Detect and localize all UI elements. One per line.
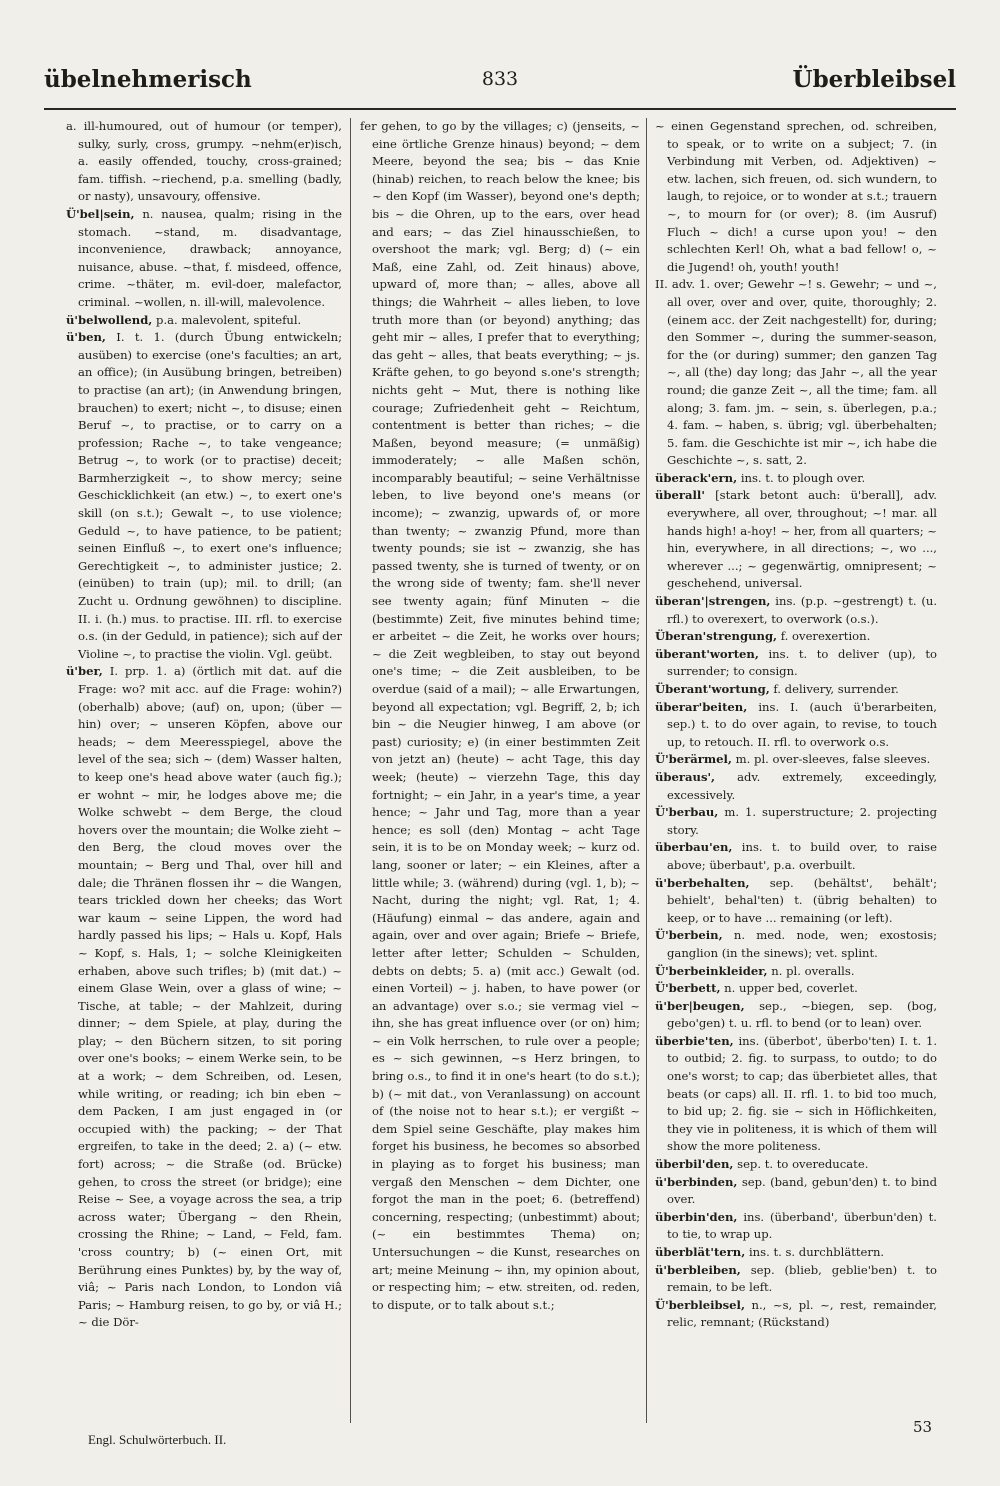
entry-definition: f. delivery, surrender. (773, 682, 899, 696)
entry-definition: I. prp. 1. a) (örtlich mit dat. auf die Frage: wo? mit acc. auf die Frage: wohin?) (oberhalb) above; (auf) on, upon; (über — hin) over; ~ unseren Köpfen, above our heads; ~ dem Meeresspiegel, above the level of the sea; sich ~ (dem) Wasser halten, to keep one's head above water (auch fig.); er wohnt ~ mir, he lodges above me; die Wolke schwebt ~ dem Berge, the cloud hovers over the mountain; die Wolke zieht ~ den Berg, the cloud moves over the mountain; ~ Berg und Thal, over hill and dale; die Thränen flossen ihr ~ die Wangen, tears trickled down her cheeks; das Wort war kaum ~ seine Lippen, the word had hardly passed his lips; ~ Hals u. Kopf, Hals ~ Kopf, s. Hals, 1; ~ solche Kleinigkeiten erhaben, above such trifles; b) (mit dat.) ~ einem Glase Wein, over a glass of wine; ~ Tische, at table; ~ der Mahlzeit, during dinner; ~ dem Spiele, at play, during the play; ~ den Büchern sitzen, to sit poring over one's books; ~ einem Werke sein, to be at a work; ~ dem Schreiben, od. Lesen, while writing, or reading; ich bin eben ~ dem Packen, I am just engaged in (or occupied with) the packing; ~ der That ergreifen, to take in the deed; 2. a) (~ etw. fort) across; ~ die Straße (od. Brücke) gehen, to cross the street (or bridge); eine Reise ~ See, a voyage across the sea, a trip across water; Übergang ~ den Rhein, crossing the Rhine; ~ Land, ~ Feld, fam. 'cross country; b) (~ einen Ort, mit Berührung eines Punktes) by, by the way of, viâ; ~ Paris nach London, to London viâ Paris; ~ Hamburg reisen, to go by, or viâ H.; ~ die Dör- (78, 664, 342, 1330)
dictionary-entry (655, 1297, 937, 1332)
entry-headword: ü'ber|beugen, (655, 998, 745, 1013)
entry-definition: m. pl. over-sleeves, false sleeves. (735, 752, 931, 767)
entry-definition: a. ill-humoured, out of humour (or temper), sulky, surly, cross, grumpy. ~nehm(er)isch, a. easily offended, touchy, cross-grained; fam. tiffish. ~riechend, p.a. smelling (badly, or nasty), unsavoury, offensive. (66, 119, 342, 204)
dictionary-entry (655, 963, 937, 981)
entry-headword: überaus', (655, 769, 716, 784)
entry-headword: ü'belwollend, (66, 312, 153, 327)
entry-headword: ü'berbinden, (655, 1174, 738, 1189)
entry-definition: n. nausea, qualm; rising in the stomach. ~stand, m. disadvantage, inconvenience, drawback; annoyance, nuisance, abuse. ~that, f. misdeed, offence, crime. ~thäter, m. evil-doer, malefactor, criminal. ~wollen, n. ill-will, malevolence. (78, 206, 342, 309)
sheet-number: 53 (913, 1418, 933, 1436)
entry-headword: ü'ben, (66, 330, 106, 345)
page-number: 833 (481, 68, 519, 90)
publisher-footer: Engl. Schulwörterbuch. II. (88, 1432, 227, 1447)
dictionary-entry (66, 118, 342, 206)
entry-headword: Ü'berbeinkleider, (655, 963, 768, 978)
dictionary-entry (655, 470, 937, 488)
entry-headword: überall' (655, 488, 705, 503)
entry-headword: Überan'strengung, (655, 629, 778, 644)
column-left (66, 118, 342, 1423)
entry-definition: n., ~s, pl. ~, rest, remainder, relic, remnant; (Rückstand) (667, 1297, 937, 1330)
dictionary-entry (66, 206, 342, 312)
dictionary-entry (655, 628, 937, 646)
header-rule (44, 108, 956, 110)
dictionary-entry (655, 875, 937, 928)
entry-headword: überbin'den, (655, 1209, 738, 1224)
entry-definition: f. overexertion. (780, 629, 871, 644)
dictionary-entry (655, 593, 937, 628)
entry-definition: n. upper bed, coverlet. (724, 981, 858, 996)
entry-definition: n. pl. overalls. (771, 963, 855, 978)
entry-headword: überant'worten, (655, 646, 759, 661)
dictionary-entry (655, 681, 937, 699)
entry-definition: sep., ~biegen, sep. (bog, gebo'gen) t. u. rfl. to bend (or to lean) over. (667, 998, 937, 1031)
dictionary-entry (655, 1174, 937, 1209)
entry-definition: fer gehen, to go by the villages; c) (jenseits, ~ eine örtliche Grenze hinaus) beyond; ~ dem Meere, beyond the sea; bis ~ das Knie (hinab) reichen, to reach below the knee; bis ~ den Kopf (im Wasser), beyond one's depth; bis ~ die Ohren, up to the ears, over head and ears; ~ das Ziel hinausschießen, to overshoot the mark; vgl. Berg; d) (~ ein Maß, eine Zahl, od. Zeit hinaus) above, upward of, more than; ~ alles, above all things; die Wahrheit ~ alles lieben, to love truth more than (or beyond) anything; das geht mir ~ alles, I prefer that to everything; das geht ~ alles, that beats everything; ~ js. Kräfte gehen, to go beyond s.one's strength; nichts geht ~ Mut, there is nothing like courage; Zufriedenheit geht ~ Reichtum, contentment is better than riches; ~ die Maßen, beyond measure; (= unmäßig) immoderately; ~ alle Maßen schön, incomparably beautiful; ~ seine Verhältnisse leben, to live beyond one's means (or income); ~ zwanzig, upwards of, or more than twenty; ~ zwanzig Pfund, more than twenty pounds; sie ist ~ zwanzig, she has passed twenty, she is turned of twenty, or on the wrong side of twenty; fam. she'll never see twenty again; fünf Minuten ~ die (bestimmte) Zeit, five minutes behind time; er arbeitet ~ die Zeit, he works over hours; ~ die Zeit wegbleiben, to stay out beyond one's time; ~ die Zeit ausbleiben, to be overdue (said of a mail); ~ alle Erwartungen, beyond all expectation; vgl. Begriff, 2, b; ich bin ~ die Neugier hinweg, I am above (or past) curiosity; e) (in einer bestimmten Zeit von jetzt an) (heute) ~ acht Tage, this day week; (heute) ~ vierzehn Tage, this day fortnight; ~ ein Jahr, in a year's time, a year hence; ~ Jahr und Tag, more than a year hence; es soll (den) Montag ~ acht Tage sein, it is to be on Monday week; ~ kurz od. lang, sooner or later; ~ ein Kleines, after a little while; 3. (während) during (vgl. 1, b); ~ Nacht, during the night; vgl. Rat, 1; 4. (Häufung) einmal ~ das andere, again and again, over and over again; Briefe ~ Briefe, letter after letter; Schulden ~ Schulden, debts on debts; 5. a) (mit acc.) Gewalt (od. einen Vorteil) ~ j. haben, to have power (or an advantage) over s.o.; sie vermag viel ~ ihn, she has great influence over (or on) him; ~ ein Volk herrschen, to rule over a people; es ~ sich gewinnen, ~s Herz bringen, to bring o.s., to find it in one's heart (to do s.t.); b) (~ mit dat., von Veranlassung) on account of (the noise not to hear s.t.); er vergißt ~ dem Spiel seine Geschäfte, play makes him forget his business, he becomes so absorbed in playing as to forget his business; man vergaß den Menschen ~ dem Dichter, one forgot the man in the poet; 6. (betreffend) concerning, respecting; (unbestimmt) about; (~ ein bestimmtes Thema) on; Untersuchungen ~ die Kunst, researches on art; meine Meinung ~ ihn, my opinion about, or respecting him; ~ etw. streiten, od. reden, to dispute, or to talk about s.t.; (360, 119, 640, 1312)
dictionary-entry (655, 699, 937, 752)
entry-headword: überan'|strengen, (655, 594, 771, 609)
entry-headword: überbau'en, (655, 840, 733, 855)
dictionary-entry (655, 118, 937, 276)
dictionary-entry (655, 646, 937, 681)
entry-headword: ü'berbleiben, (655, 1262, 741, 1277)
column-right (655, 118, 937, 1423)
entry-headword: ü'berbehalten, (655, 875, 750, 890)
entry-definition: ins. (p.p. ~gestrengt) t. (u. rfl.) to overexert, to overwork (o.s.). (667, 594, 937, 626)
dictionary-entry (655, 1156, 937, 1174)
entry-definition: sep. (blieb, geblie'ben) t. to remain, to be left. (667, 1262, 937, 1295)
entry-headword: Ü'berärmel, (655, 752, 732, 767)
entry-definition: ins. t. to build over, to raise above; überbaut', p.a. overbuilt. (667, 840, 937, 872)
column-divider (646, 118, 647, 1423)
entry-headword: Ü'berbau, (655, 805, 719, 820)
entry-definition: ~ einen Gegenstand sprechen, od. schreiben, to speak, or to write on a subject; 7. (in Verbindung mit Verben, od. Adjektiven) ~ etw. lachen, sich freuen, od. sich wundern, to laugh, to rejoice, or to wonder at s.t.; trauern ~, to mourn for (or over); 8. (im Ausruf) Fluch ~ dich! a curse upon you! ~ den schlechten Kerl! Oh, what a bad fellow! o, ~ die Jugend! oh, youth! youth! (655, 119, 937, 274)
entry-definition: ins. I. (auch ü'berarbeiten, sep.) t. to do over again, to revise, to touch up, to retouch. II. rfl. to overwork o.s. (667, 699, 937, 749)
dictionary-entry (655, 276, 937, 470)
dictionary-entry (655, 839, 937, 874)
entry-headword: Ü'bel|sein, (66, 206, 135, 221)
header-left-guideword: übelnehmerisch (44, 66, 252, 93)
entry-definition: n. med. node, wen; exostosis; ganglion (in the sinews); vet. splint. (667, 928, 937, 960)
entry-headword: überbil'den, (655, 1157, 734, 1172)
entry-definition: sep. (band, gebun'den) t. to bind over. (667, 1174, 937, 1207)
column-middle (360, 118, 640, 1423)
entry-definition: ins. (überbot', überbo'ten) I. t. 1. to outbid; 2. fig. to surpass, to outdo; to do one's worst; to cap; das überbietet alles, that beats (or caps) all. II. rfl. 1. to bid too much, to bid up; 2. fig. sie ~ sich in Höflichkeiten, they vie in politeness, it is which of them will show the more politeness. (667, 1033, 937, 1154)
entry-definition: [stark betont auch: ü'berall], adv. everywhere, all over, throughout; ~! mar. all hands high! a-hoy! ~ her, from all quarters; ~ hin, everywhere, in all directions; ~, wo ..., wherever ...; ~ gegenwärtig, omnipresent; ~ geschehend, universal. (667, 488, 937, 591)
dictionary-entry (655, 927, 937, 962)
dictionary-entry (655, 751, 937, 769)
entry-definition: m. 1. superstructure; 2. projecting story. (667, 805, 937, 837)
entry-headword: überbie'ten, (655, 1033, 734, 1048)
dictionary-entry (360, 118, 640, 1314)
dictionary-entry (655, 1244, 937, 1262)
entry-headword: Ü'berbett, (655, 981, 721, 996)
entry-definition: sep. (behältst', behält'; behielt', behal'ten) t. (übrig behalten) to keep, or to have ... remaining (or left). (667, 875, 937, 925)
entry-definition: I. t. 1. (durch Übung entwickeln; ausüben) to exercise (one's faculties; an art, an office); (in Ausübung bringen, betreiben) to practise (an art); (in Anwendung bringen, brauchen) to exert; nicht ~, to disuse; einen Beruf ~, to practise, or to carry on a profession; Rache ~, to take vengeance; Betrug ~, to work (or to practise) deceit; Barmherzigkeit ~, to show mercy; seine Geschicklichkeit (an etw.) ~, to exert one's skill (on s.t.); Gewalt ~, to use violence; Geduld ~, to have patience, to be patient; seinen Einfluß ~, to exert one's influence; Gerechtigkeit ~, to administer justice; 2. (einüben) to train (up); mil. to drill; (an Zucht u. Ordnung gewöhnen) to discipline. II. i. (h.) mus. to practise. III. rfl. to exercise o.s. (in der Geduld, in patience); sich auf der Violine ~, to practise the violin. Vgl. geübt. (78, 330, 342, 661)
entry-headword: überar'beiten, (655, 699, 748, 714)
entry-headword: Ü'berbleibsel, (655, 1297, 745, 1312)
entry-headword: überblät'tern, (655, 1245, 746, 1259)
running-header (44, 66, 956, 102)
entry-headword: überack'ern, (655, 470, 738, 485)
entry-definition: ins. t. to deliver (up), to surrender; to consign. (667, 646, 937, 679)
entry-definition: sep. t. to overeducate. (737, 1157, 869, 1172)
dictionary-entry (655, 487, 937, 593)
dictionary-entry (655, 998, 937, 1033)
entry-headword: ü'ber, (66, 664, 103, 679)
entry-definition: p.a. malevolent, spiteful. (156, 312, 302, 327)
entry-headword: Ü'berbein, (655, 928, 723, 943)
dictionary-entry (66, 329, 342, 663)
entry-definition: adv. extremely, exceedingly, excessively. (667, 769, 937, 802)
dictionary-entry (655, 980, 937, 998)
header-right-guideword: Überbleibsel (792, 66, 956, 93)
dictionary-entry (66, 312, 342, 330)
column-divider (350, 118, 351, 1423)
entry-definition: ins. (überband', überbun'den) t. to tie, to wrap up. (667, 1209, 937, 1242)
entry-definition: ins. t. s. durchblättern. (748, 1245, 885, 1259)
entry-definition: ins. t. to plough over. (740, 470, 866, 485)
dictionary-entry (66, 663, 342, 1332)
entry-headword: Überant'wortung, (655, 682, 770, 696)
dictionary-entry (655, 804, 937, 839)
entry-definition: II. adv. 1. over; Gewehr ~! s. Gewehr; ~ und ~, all over, over and over, quite, thoroughly; 2. (einem acc. der Zeit nachgestellt) for, during; den Sommer ~, during the summer-season, for the (or during) summer; den ganzen Tag ~, all (the) day long; das Jahr ~, all the year round; die ganze Zeit ~, all the time; fam. all along; 3. fam. jm. ~ sein, s. überlegen, p.a.; 4. fam. ~ haben, s. übrig; vgl. überbehalten; 5. fam. die Geschichte ist mir ~, ich habe die Geschichte ~, s. satt, 2. (655, 277, 937, 468)
dictionary-entry (655, 1033, 937, 1156)
dictionary-entry (655, 769, 937, 804)
dictionary-entry (655, 1209, 937, 1244)
dictionary-entry (655, 1262, 937, 1297)
